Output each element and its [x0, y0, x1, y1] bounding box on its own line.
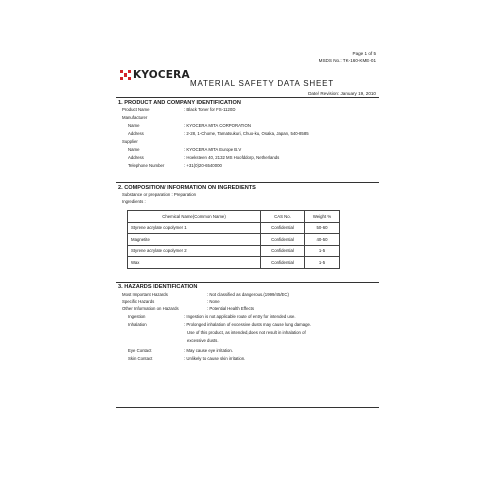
specific-hazards-value: : None [207, 299, 220, 304]
ingestion-value: : Ingestion is not applicable route of entry for intended use. [184, 314, 296, 319]
product-name-label: Product Name [122, 107, 150, 112]
chemical-name: Styrene acrylate copolymer 2 [128, 245, 261, 257]
table-row [128, 234, 340, 246]
most-hazards-value: : Not classified as dangerous.(1999/45/EC) [207, 292, 289, 297]
manufacturer-label: Manufacturer [122, 115, 148, 120]
supplier-address-label: Address [128, 155, 144, 160]
revision-date: Date/ Revision: January 19, 2010 [308, 91, 376, 96]
skin-contact-label: Skin Contact [128, 356, 153, 361]
ingredients-table [127, 210, 340, 269]
weight-percent: 1-5 [305, 245, 340, 257]
table-row [128, 222, 340, 234]
section-2-rule [116, 282, 379, 283]
manufacturer-name-value: : KYOCERA MITA CORPORATION [184, 123, 251, 128]
eye-contact-label: Eye Contact [128, 348, 152, 353]
page-number: Page 1 of 5 [352, 51, 376, 56]
table-row [128, 245, 340, 257]
specific-hazards-label: Specific Hazards [122, 299, 155, 304]
supplier-label: Supplier [122, 139, 138, 144]
product-name-value: : Black Toner for FS-1120D [184, 107, 236, 112]
ingredients-label: Ingredients : [122, 199, 146, 204]
kyocera-logo-icon [120, 70, 131, 81]
cas-number: Confidential [261, 222, 305, 234]
weight-percent: 50-60 [305, 222, 340, 234]
table-row [128, 257, 340, 269]
supplier-name-label: Name [128, 147, 140, 152]
column-header: Chemical Name(Common Name) [128, 211, 261, 223]
other-hazards-label: Other Information on Hazards [122, 306, 179, 311]
inhalation-label: Inhalation [128, 322, 147, 327]
footer-rule [116, 407, 379, 408]
section-3-heading: 3. HAZARDS IDENTIFICATION [118, 284, 198, 290]
weight-percent: 40-50 [305, 234, 340, 246]
skin-contact-value: : Unlikely to cause skin irritation. [184, 356, 246, 361]
section-2-heading: 2. COMPOSITION/ INFORMATION ON INGREDIENTS [118, 185, 256, 191]
telephone-label: Telephone Number [128, 163, 165, 168]
kyocera-logo [120, 68, 190, 82]
other-hazards-value: : Potential Health Effects [207, 306, 254, 311]
most-hazards-label: Most Important Hazards [122, 292, 168, 297]
table-header-row [128, 211, 340, 223]
substance-line: Substance or preparation : Preparation [122, 192, 197, 197]
manufacturer-name-label: Name [128, 123, 140, 128]
telephone-value: : +31(0)20-6540000 [184, 163, 222, 168]
supplier-address-value: : Hoeksteen 40, 2132 MS Hoofddorp, Netherlands [184, 155, 280, 160]
chemical-name: Styrene acrylate copolymer 1 [128, 222, 261, 234]
inhalation-value: : Prolonged inhalation of excessive dusts may cause lung damage. [184, 322, 312, 327]
logo-text: KYOCERA [133, 69, 190, 81]
inhalation-value-cont: excessive dusts. [187, 338, 219, 343]
inhalation-value-cont: Use of this product, as intended,does not result in inhalation of [187, 330, 306, 335]
manufacturer-address-value: : 2-28, 1-Chome, Tamatsukuri, Chuo-ku, Osaka, Japan, 540-8585 [184, 131, 309, 136]
cas-number: Confidential [261, 234, 305, 246]
cas-number: Confidential [261, 245, 305, 257]
msds-number: MSDS No.: TK-160-KME-01 [318, 58, 376, 63]
section-1-rule [116, 182, 379, 183]
column-header: Weight % [305, 211, 340, 223]
ingestion-label: Ingestion [128, 314, 146, 319]
manufacturer-address-label: Address [128, 131, 144, 136]
document-title: MATERIAL SAFETY DATA SHEET [190, 79, 334, 88]
header-rule [116, 97, 379, 98]
section-1-heading: 1. PRODUCT AND COMPANY IDENTIFICATION [118, 100, 241, 106]
supplier-name-value: : KYOCERA MITA Europe B.V [184, 147, 242, 152]
weight-percent: 1-5 [305, 257, 340, 269]
column-header: CAS No. [261, 211, 305, 223]
cas-number: Confidential [261, 257, 305, 269]
eye-contact-value: : May cause eye irritation. [184, 348, 233, 353]
chemical-name: Magnetite [128, 234, 261, 246]
chemical-name: Wax [128, 257, 261, 269]
